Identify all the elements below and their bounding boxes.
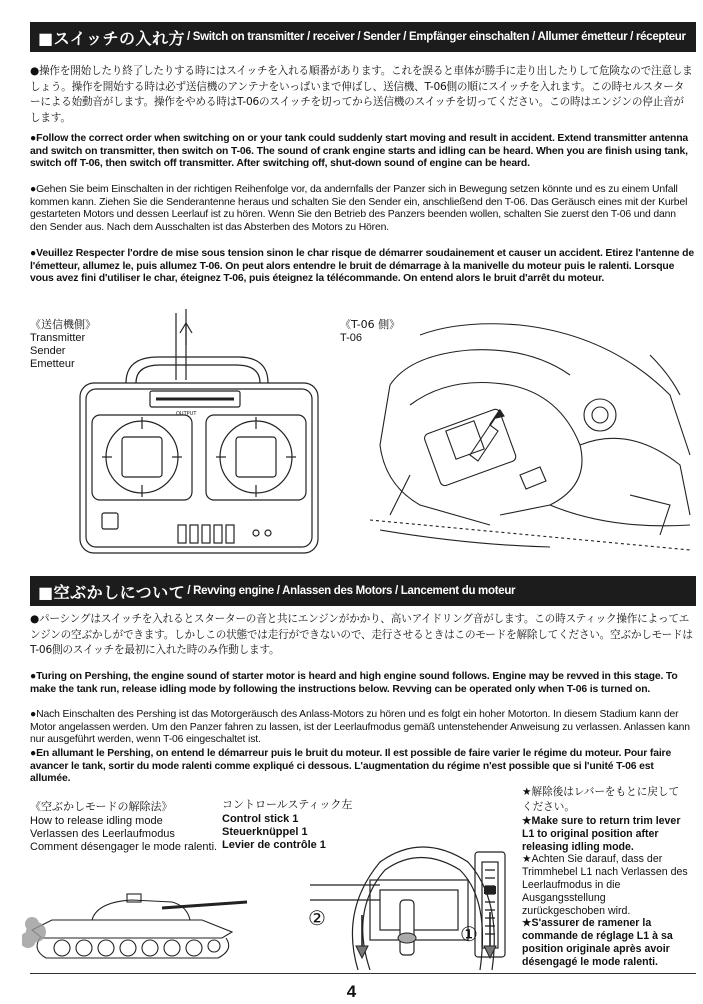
svg-text:OUTPUT: OUTPUT xyxy=(176,411,197,417)
control-stick-label-jp: コントロールスティック左 xyxy=(222,798,353,811)
note-fr: ★S'assurer de ramener la commande de réglage L1 à sa position originale après avoir désengagé le mode ralenti. xyxy=(522,917,673,968)
footer-rule xyxy=(30,973,696,974)
t06-installation-illustration xyxy=(350,315,695,560)
page-number: 4 xyxy=(346,982,357,1001)
control-stick-label-de: Steuerknüppel 1 xyxy=(222,826,308,838)
revving-en-paragraph: ●Turing on Pershing, the engine sound of starter motor is heard and high engine sound follows. Engine may be revved in this stage. To make the tank run, release idling mode by following the instructions below. Revving can be operated only when T-06 is turned on. xyxy=(30,671,678,695)
revving-de-paragraph: ●Nach Einschalten des Pershing ist das Motorgeräusch des Anlass-Motors zu hören und es folgt ein hoher Motorton. In diesem Stadium kann der Motor angelassen werden. Um den Panzer fahren zu lassen, ist der Leerlaufmodus gemäß untenstehender Anweisung zu verlassen. Anlassen kann nur ausgeführt werden, wenn T-06 eingeschaltet ist. xyxy=(30,709,690,746)
section-banner-revving-engine xyxy=(30,576,696,606)
section-title-jp: ■空ぶかしについて xyxy=(38,582,186,602)
section-title-multilang: / Revving engine / Anlassen des Motors / Lancement du moteur xyxy=(187,585,516,597)
t06-label: T-06 xyxy=(340,332,363,344)
release-idling-label-fr: Comment désengager le mode ralenti. xyxy=(30,841,218,853)
control-stick-illustration xyxy=(310,840,520,970)
transmitter-illustration xyxy=(78,305,323,565)
revving-fr-paragraph: ●En allumant le Pershing, on entend le démarreur puis le bruit du moteur. Il est possible de faire varier le régime du moteur. Pour faire avancer le tank, sortir du mode ralenti comme expliqué ci dessous. L'augmentation du régime n'est possible que si l'unité T-06 est allumée. xyxy=(30,748,672,785)
switch-on-fr-paragraph: ●Veuillez Respecter l'ordre de mise sous tension sinon le char risque de démarrer soudainement et causer un accident. Etirez l'antenne de l'émetteur, allumez le, puis allumez T-06. On peut alors entendre le bruit de démarrage à la manivelle du moteur puis le ralenti. Lorsque vous avez fini d'utiliser le char, éteignez T-06, puis éteignez la télécommande. On entend alors le bruit d'arrêt du moteur. xyxy=(30,248,694,285)
transmitter-label-de: Sender xyxy=(30,345,66,357)
step-1-marker: ① xyxy=(460,924,478,946)
section-title-jp: ■スイッチの入れ方 xyxy=(38,28,185,48)
release-idling-label-en: How to release idling mode xyxy=(30,815,163,827)
control-stick-label-fr: Levier de contrôle 1 xyxy=(222,839,326,851)
note-de: ★Achten Sie darauf, dass der Trimmhebel L1 nach Verlassen des Leerlaufmodus in die Ausgangsstellung zurückgeschoben wird. xyxy=(522,853,688,917)
note-jp: ★解除後はレバーをもとに戻してください。 xyxy=(522,786,680,813)
transmitter-label-fr: Emetteur xyxy=(30,358,75,370)
release-idling-label-jp: 《空ぶかしモードの解除法》 xyxy=(30,800,173,813)
switch-on-jp-paragraph: ●操作を開始したり終了したりする時にはスイッチを入れる順番があります。これを誤ると車体が勝手に走り出したりして危険なので注意しましょう。操作を開始する時は必ず送信機のアンテナをいっぱいまで伸ばし、送信機、T-06側の順にスイッチを入れます。この時セルスターターによる始動音がします。操作をやめる時はT-06のスイッチを切ってから送信機のスイッチを切ってください。この時はエンジンの停止音がします。 xyxy=(30,65,693,124)
section-title-multilang: / Switch on transmitter / receiver / Sender / Empfänger einschalten / Allumer émetteur / récepteur xyxy=(186,31,686,43)
pershing-tank-illustration xyxy=(22,880,252,970)
step-2-marker: ② xyxy=(308,908,326,930)
switch-on-en-paragraph: ●Follow the correct order when switching on or your tank could suddenly start moving and result in accident. Extend transmitter antenna and switch on transmitter, then switch on T-06. The sound of crank engine starts and idling can be heard. When you are finish using tank, switch off T-06, then switch off transmitter. After switching off, shut-down sound of engine can be heard. xyxy=(30,133,689,170)
release-idling-label-de: Verlassen des Leerlaufmodus xyxy=(30,828,175,840)
note-en: ★Make sure to return trim lever L1 to original position after releasing idling mode. xyxy=(522,815,681,853)
control-stick-label-en: Control stick 1 xyxy=(222,813,299,825)
release-notes xyxy=(522,785,688,969)
t06-label-jp: 《T-06 側》 xyxy=(340,318,401,331)
section-banner-switch-on xyxy=(30,22,696,52)
transmitter-label-jp: 《送信機側》 xyxy=(30,318,96,331)
revving-jp-paragraph: ●パーシングはスイッチを入れるとスターターの音と共にエンジンがかかり、高いアイドリング音がします。この時スティック操作によってエンジンの空ぶかしができます。しかしこの状態では走行ができないので、走行させるときはこのモードを解除してください。空ぶかしモードはT-06側のスイッチを最初に入れた時のみ作動します。 xyxy=(30,613,693,656)
switch-on-de-paragraph: ●Gehen Sie beim Einschalten in der richtigen Reihenfolge vor, da andernfalls der Panzer sich in Bewegung setzen könnte und es zu einem Unfall kommen kann. Ziehen Sie die Senderantenne heraus und schalten Sie den Sender ein, anschließend den T-06. Das Geräusch eines mit der Kurbel gestarteten Motors und dessen Leerlauf ist zu hören. Wenn Sie den Betrieb des Panzers beenden wollen, schalten Sie zuerst den T-06 und dann den Sender aus. Nach dem Ausschalten ist das Absterben des Motors zu Hören. xyxy=(30,184,688,233)
transmitter-label-en: Transmitter xyxy=(30,332,86,344)
